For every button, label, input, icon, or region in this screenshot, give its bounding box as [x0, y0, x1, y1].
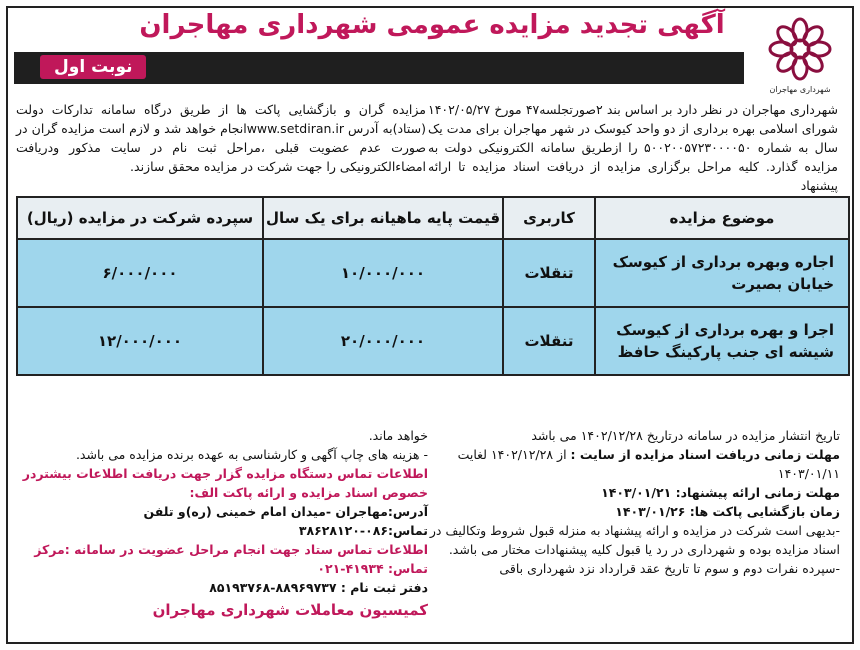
- header-base-price: قیمت پایه ماهیانه برای یک سال: [263, 197, 503, 239]
- round-bar: [14, 52, 744, 84]
- row-usage: تنقلات: [503, 239, 595, 307]
- costs-note: - هزینه های چاپ آگهی و کارشناسی به عهده برنده مزایده می باشد.: [75, 447, 428, 462]
- doc-deadline-value: از ۱۴۰۲/۱۲/۲۸ لغایت ۱۴۰۳/۰۱/۱۱: [457, 447, 840, 481]
- doc-deadline: [420, 445, 840, 483]
- row-base-price: ۱۰/۰۰۰/۰۰۰: [263, 239, 503, 307]
- row-base-price: ۲۰/۰۰۰/۰۰۰: [263, 307, 503, 375]
- row-subject: اجرا و بهره برداری از کیوسک شیشه ای جنب پارکینگ حافظ: [595, 307, 849, 375]
- row-usage: تنقلات: [503, 307, 595, 375]
- header-usage: کاربری: [503, 197, 595, 239]
- registry-office: دفتر ثبت نام : ۸۸۹۶۹۷۳۷-۸۵۱۹۳۷۶۸: [209, 580, 428, 595]
- condition-1: -بدیهی است شرکت در مزایده و ارائه پیشنهاد به منزله قبول شروط وتکالیف در اسناد مزایده بوده و شهرداری در رد یا قبول کلیه پیشنهادات مختار می باشد.: [429, 523, 840, 557]
- opening-time: [420, 502, 840, 521]
- commission-signature: کمیسیون معاملات شهرداری مهاجران: [152, 601, 428, 619]
- condition-2: -سپرده نفرات دوم و سوم تا تاریخ عقد قرارداد نزد شهرداری باقی: [499, 561, 840, 576]
- publish-date: تاریخ انتشار مزایده در سامانه درتاریخ ۱۴۰۲/۱۲/۲۸ می باشد: [531, 428, 840, 443]
- offer-deadline-value: ۱۴۰۳/۰۱/۲۱: [601, 485, 672, 500]
- table-header-row: [17, 197, 849, 239]
- logo-caption: شهرداری مهاجران: [769, 85, 831, 94]
- flower-logo-icon: [765, 14, 835, 84]
- offer-deadline-label: مهلت زمانی ارائه پیشنهاد:: [675, 485, 840, 500]
- table-row: [17, 239, 849, 307]
- intro-right-paragraph: شهرداری مهاجران در نظر دارد بر اساس بند ۲صورتجلسه۴۷ مورخ ۱۴۰۲/۰۵/۲۷ شورای اسلامی بهره برداری از دو واحد کیوسک در شهر مهاجران برای مدت یک سال به شماره ۵۰۰۲۰۰۵۷۲۳۰۰۰۰۵۰ را ازطریق سامانه الکترونیکی دولت به مزایده گذارد. کلیه مراحل برگزاری مزایده از دریافت اسناد مزایده تا ارائه پیشنهاد: [428, 102, 839, 193]
- intro-left-paragraph: مزایده گران و بازگشایی پاکت ها از طریق درگاه سامانه تدارکات دولت (ستاد)به آدرس www.setdiran.irانجام خواهد شد و لازم است مزایده گران در صورت عدم عضویت قبلی ،مراحل ثبت نام در سایت مذکور ودریافت امضاءالکترونیکی را جهت شرکت در مزایده محقق سازند.: [16, 102, 426, 174]
- municipality-logo: [752, 14, 848, 100]
- row-deposit: ۶/۰۰۰/۰۰۰: [17, 239, 263, 307]
- offer-deadline: [420, 483, 840, 502]
- header-subject: موضوع مزایده: [595, 197, 849, 239]
- opening-label: زمان بازگشایی پاکت ها:: [689, 504, 840, 519]
- table-row: [17, 307, 849, 375]
- contact-info-heading: اطلاعات تماس دستگاه مزایده گزار جهت دریافت اطلاعات بیشتردر خصوص اسناد مزایده و ارائه پاکت الف:: [22, 466, 428, 500]
- doc-deadline-label: مهلت زمانی دریافت اسناد مزایده از سایت :: [570, 447, 840, 462]
- address-phone: آدرس:مهاجران -میدان امام خمینی (ره)و تلفن تماس:۰۸۶-۳۸۶۲۸۱۲۰: [143, 504, 428, 538]
- row-deposit: ۱۲/۰۰۰/۰۰۰: [17, 307, 263, 375]
- header-deposit: سپرده شرکت در مزایده (ریال): [17, 197, 263, 239]
- schedule-column: [420, 426, 840, 578]
- row-subject: اجاره وبهره برداری از کیوسک خیابان بصیرت: [595, 239, 849, 307]
- notice-title: آگهی تجدید مزایده عمومی شهرداری مهاجران: [139, 10, 725, 40]
- continuation-text: خواهد ماند.: [368, 428, 428, 443]
- auction-table: [16, 196, 850, 376]
- opening-value: ۱۴۰۳/۰۱/۲۶: [615, 504, 686, 519]
- setad-contact: اطلاعات تماس ستاد جهت انجام مراحل عضویت در سامانه :مرکز تماس: ۴۱۹۳۴-۰۲۱: [34, 542, 428, 576]
- round-label: نوبت اول: [40, 55, 146, 79]
- contact-column: [16, 426, 428, 620]
